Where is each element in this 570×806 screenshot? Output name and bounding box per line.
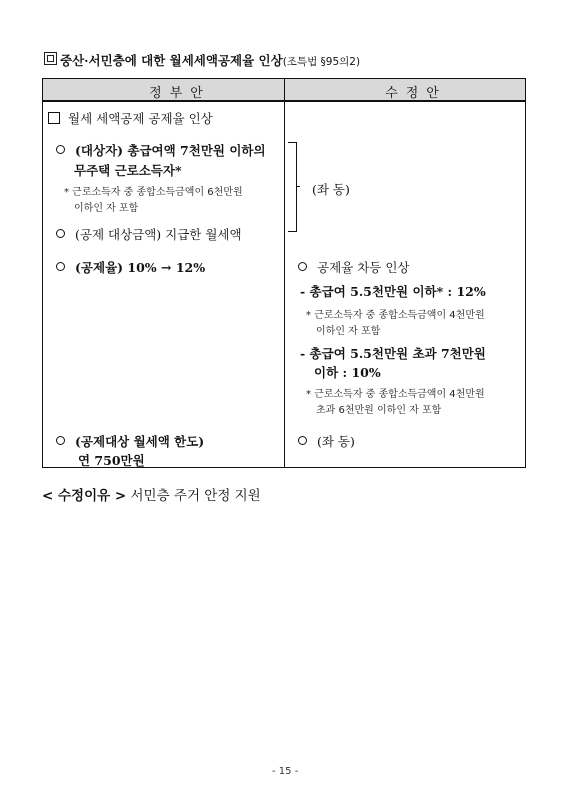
circle-bullet-icon (298, 262, 307, 271)
left-target-line2: 무주택 근로소득자* (74, 163, 182, 178)
left-target-note-line2: 이하인 자 포함 (74, 203, 139, 214)
circle-bullet-icon (56, 436, 65, 445)
right-tier1-note-line1: * 근로소득자 중 종합소득금액이 4천만원 (306, 310, 485, 321)
left-rate: (공제율) 10% → 12% (56, 258, 205, 276)
square-bullet-icon (48, 112, 60, 124)
header-government-proposal: 정부안 (149, 86, 211, 101)
section-title-text: 중산·서민층에 대한 월세세액공제율 인상 (60, 53, 283, 68)
left-target-note-line1: * 근로소득자 중 종합소득금액이 6천만원 (64, 187, 243, 198)
circle-bullet-icon (56, 229, 65, 238)
left-limit-line2: 연 750만원 (78, 453, 145, 468)
revision-reason (42, 484, 261, 504)
right-same-2: (좌 동) (298, 432, 355, 450)
title-checkbox-icon (44, 52, 57, 65)
left-limit-line1: (공제대상 월세액 한도) (56, 432, 204, 450)
right-same-1: (좌 동) (312, 182, 350, 197)
circle-bullet-icon (298, 436, 307, 445)
right-tier1-note-line2: 이하인 자 포함 (316, 326, 381, 337)
header-revised-proposal: 수정안 (385, 86, 447, 101)
bracket-connector-tick (296, 186, 300, 187)
revision-reason-label: < 수정이유 > (42, 488, 127, 504)
revision-reason-text: 서민층 주거 안정 지원 (130, 488, 261, 504)
section-title (60, 51, 360, 69)
left-target-line1: (대상자) 총급여액 7천만원 이하의 (56, 141, 266, 159)
right-tier2-note-line1: * 근로소득자 중 종합소득금액이 4천만원 (306, 389, 485, 400)
left-deduct-base: (공제 대상금액) 지급한 월세액 (56, 225, 242, 243)
page-number: - 15 - (272, 766, 299, 777)
section-title-ref: (조특법 §95의2) (282, 56, 361, 68)
left-heading: 월세 세액공제 공제율 인상 (48, 109, 213, 127)
table-column-divider (284, 78, 285, 468)
right-tier1: - 총급여 5.5천만원 이하* : 12% (300, 284, 486, 299)
right-rate-heading: 공제율 차등 인상 (298, 258, 409, 276)
right-tier2-line1: - 총급여 5.5천만원 초과 7천만원 (300, 346, 486, 361)
bracket-connector (288, 142, 297, 232)
circle-bullet-icon (56, 145, 65, 154)
circle-bullet-icon (56, 262, 65, 271)
right-tier2-line2: 이하 : 10% (314, 365, 381, 380)
right-tier2-note-line2: 초과 6천만원 이하인 자 포함 (316, 405, 442, 416)
